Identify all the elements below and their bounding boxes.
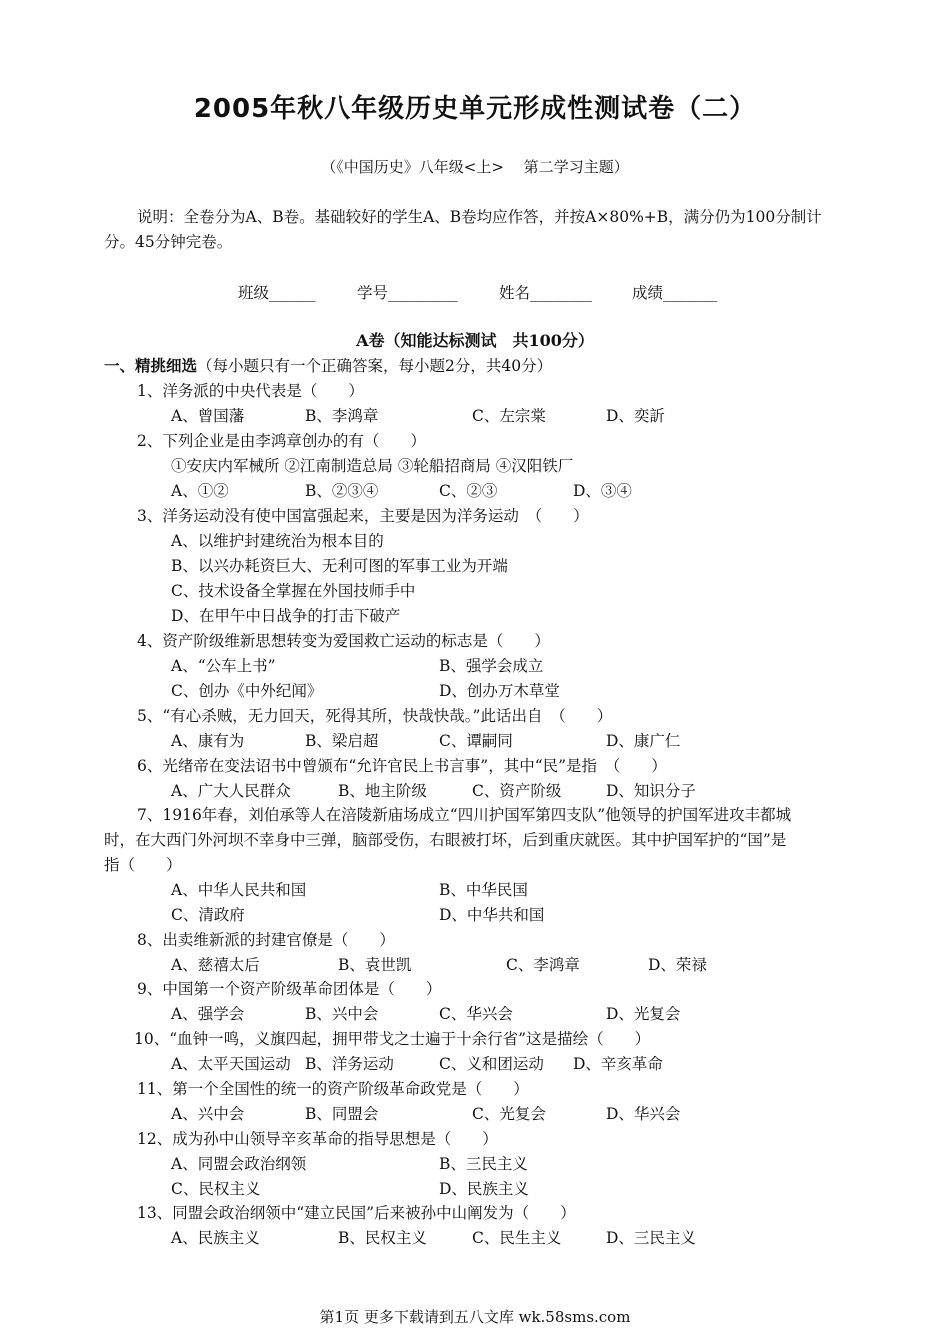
option-a[interactable]: A、兴中会 <box>171 1105 245 1123</box>
question-stem: 10、“血钟一鸣，义旗四起，拥甲带戈之士遍于十余行省”这是描绘（ ） <box>134 1030 651 1048</box>
option-c[interactable]: C、谭嗣同 <box>439 732 513 750</box>
option-c[interactable]: C、光复会 <box>472 1105 546 1123</box>
question-stem-line-1: 7、1916年春，刘伯承等人在涪陵新庙场成立“四川护国军第四支队”他领导的护国军进攻丰都城 <box>137 806 792 824</box>
option-d[interactable]: D、中华共和国 <box>439 906 545 924</box>
option-b[interactable]: B、袁世凯 <box>338 956 412 974</box>
option-a[interactable]: A、①② <box>171 482 229 500</box>
part-one-description: （每小题只有一个正确答案，每小题2分，共40分） <box>197 357 553 375</box>
option-c[interactable]: C、义和团运动 <box>439 1055 544 1073</box>
option-d[interactable]: D、华兴会 <box>606 1105 681 1123</box>
option-c[interactable]: C、民权主义 <box>171 1180 261 1198</box>
option-d[interactable]: D、三民主义 <box>606 1229 696 1247</box>
option-d[interactable]: D、知识分子 <box>606 782 696 800</box>
question-stem: 5、“有心杀贼，无力回天，死得其所，快哉快哉。”此话出自 （ ） <box>137 707 613 725</box>
question-stem: 4、资产阶级维新思想转变为爱国救亡运动的标志是（ ） <box>137 632 550 650</box>
option-c[interactable]: C、创办《中外纪闻》 <box>171 682 323 700</box>
option-c[interactable]: C、资产阶级 <box>472 782 562 800</box>
option-c[interactable]: C、清政府 <box>171 906 245 924</box>
option-b[interactable]: B、地主阶级 <box>338 782 427 800</box>
option-d[interactable]: D、奕訢 <box>606 407 665 425</box>
question-stem: 6、光绪帝在变法诏书中曾颁布“允许官民上书言事”，其中“民”是指 （ ） <box>137 757 667 775</box>
option-b[interactable]: B、三民主义 <box>439 1155 528 1173</box>
option-a[interactable]: A、民族主义 <box>171 1229 260 1247</box>
student-number-field[interactable]: 学号_________ <box>357 284 458 302</box>
option-c[interactable]: C、技术设备全掌握在外国技师手中 <box>171 582 416 600</box>
option-d[interactable]: D、荣禄 <box>648 956 707 974</box>
option-a[interactable]: A、太平天国运动 <box>171 1055 291 1073</box>
page-footer: 第1页 更多下载请到五八文库 wk.58sms.com <box>319 1308 631 1326</box>
option-b[interactable]: B、强学会成立 <box>439 657 544 675</box>
option-b[interactable]: B、中华民国 <box>439 881 528 899</box>
option-d[interactable]: D、③④ <box>573 482 632 500</box>
option-a[interactable]: A、“公车上书” <box>171 657 276 675</box>
question-choices-list: ①安庆内军械所 ②江南制造总局 ③轮船招商局 ④汉阳铁厂 <box>171 457 574 475</box>
question-stem: 8、出卖维新派的封建官僚是（ ） <box>137 931 395 949</box>
name-field[interactable]: 姓名________ <box>499 284 593 302</box>
page-subtitle: （《中国历史》八年级<上> 第二学习主题） <box>321 158 629 176</box>
part-one-label: 一、精挑细选 <box>104 356 198 375</box>
question-stem-line-2: 时，在大西门外河坝不幸身中三弹，脑部受伤，右眼被打坏，后到重庆就医。其中护国军护的“国”是 <box>104 831 787 849</box>
question-stem: 9、中国第一个资产阶级革命团体是（ ） <box>137 980 442 998</box>
question-stem: 2、下列企业是由李鸿章创办的有（ ） <box>137 432 426 450</box>
option-a[interactable]: A、曾国藩 <box>171 407 245 425</box>
option-c[interactable]: C、左宗棠 <box>472 407 546 425</box>
option-a[interactable]: A、以维护封建统治为根本目的 <box>171 532 384 550</box>
option-c[interactable]: C、②③ <box>439 482 498 500</box>
option-d[interactable]: D、辛亥革命 <box>573 1055 663 1073</box>
option-d[interactable]: D、创办万木草堂 <box>439 682 560 700</box>
option-b[interactable]: B、兴中会 <box>305 1005 379 1023</box>
question-stem: 3、洋务运动没有使中国富强起来，主要是因为洋务运动 （ ） <box>137 507 589 525</box>
option-b[interactable]: B、洋务运动 <box>305 1055 394 1073</box>
option-a[interactable]: A、强学会 <box>171 1005 245 1023</box>
page-title: 2005年秋八年级历史单元形成性测试卷（二） <box>193 94 757 124</box>
class-field[interactable]: 班级______ <box>238 284 316 302</box>
option-b[interactable]: B、以兴办耗资巨大、无利可图的军事工业为开端 <box>171 557 508 575</box>
question-stem: 13、同盟会政治纲领中“建立民国”后来被孙中山阐发为（ ） <box>137 1204 576 1222</box>
option-c[interactable]: C、华兴会 <box>439 1005 513 1023</box>
option-b[interactable]: B、民权主义 <box>338 1229 427 1247</box>
option-a[interactable]: A、中华人民共和国 <box>171 881 307 899</box>
option-c[interactable]: C、李鸿章 <box>506 956 580 974</box>
question-stem: 12、成为孙中山领导辛亥革命的指导思想是（ ） <box>137 1130 498 1148</box>
option-b[interactable]: B、②③④ <box>305 482 379 500</box>
option-a[interactable]: A、慈禧太后 <box>171 956 260 974</box>
option-c[interactable]: C、民生主义 <box>472 1229 562 1247</box>
section-a-heading: A卷（知能达标测试 共100分） <box>356 331 594 350</box>
part-one-heading <box>104 355 552 377</box>
question-stem-line-3: 指（ ） <box>104 856 182 874</box>
option-a[interactable]: A、同盟会政治纲领 <box>171 1155 307 1173</box>
option-d[interactable]: D、康广仁 <box>606 732 681 750</box>
option-d[interactable]: D、光复会 <box>606 1005 681 1023</box>
question-stem: 1、洋务派的中央代表是（ ） <box>137 382 364 400</box>
score-field[interactable]: 成绩_______ <box>632 284 718 302</box>
option-d[interactable]: D、在甲午中日战争的打击下破产 <box>171 607 401 625</box>
option-a[interactable]: A、康有为 <box>171 732 245 750</box>
question-stem: 11、第一个全国性的统一的资产阶级革命政党是（ ） <box>137 1080 529 1098</box>
option-d[interactable]: D、民族主义 <box>439 1180 529 1198</box>
instructions-line-2: 分。45分钟完卷。 <box>104 233 233 251</box>
option-b[interactable]: B、同盟会 <box>305 1105 379 1123</box>
instructions-line-1: 说明：全卷分为A、B卷。基础较好的学生A、B卷均应作答，并按A×80%+B，满分仍为100分制计 <box>137 208 822 226</box>
option-a[interactable]: A、广大人民群众 <box>171 782 291 800</box>
option-b[interactable]: B、李鸿章 <box>305 407 379 425</box>
option-b[interactable]: B、梁启超 <box>305 732 379 750</box>
